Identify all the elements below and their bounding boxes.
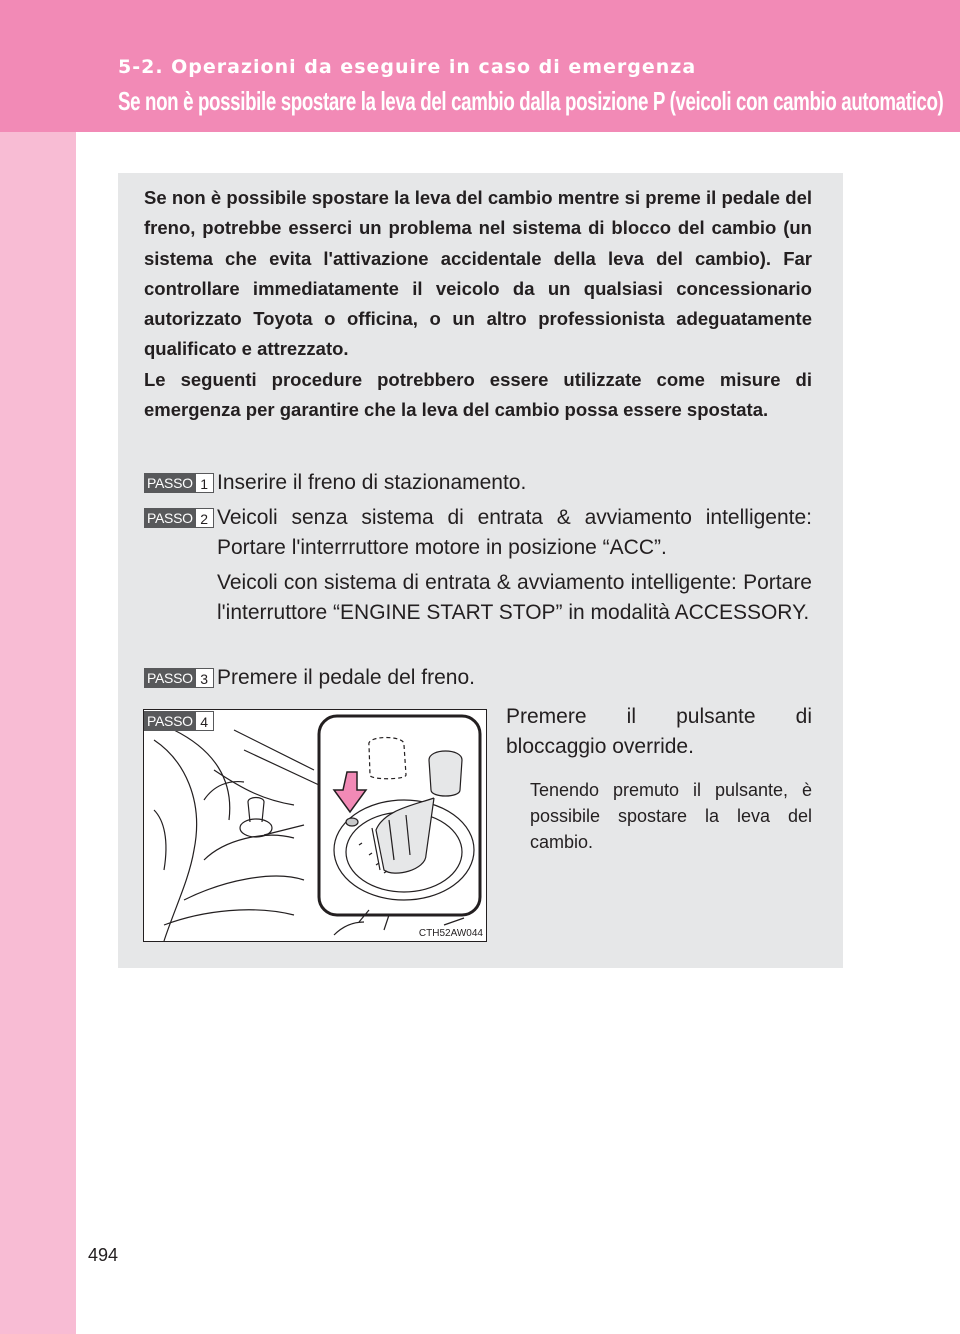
step-4-instruction-line-2: bloccaggio override.: [506, 735, 694, 758]
step-4-instruction-line-1: Premere il pulsante di: [506, 705, 812, 728]
intro-paragraph-1: Se non è possibile spostare la leva del cambio mentre si preme il pedale del freno, potrebbe esserci un problema nel sistema di blocco del cambio (un sistema che evita l'attivazione accidentale della leva del cambio). Far controllare immediatamente il veicolo da un qualsiasi concessionario autorizzato Toyota o officina, o un altro professionista adeguatamente qualificato e attrezzato.: [144, 187, 812, 360]
step-badge-number: 1: [195, 473, 214, 493]
step-3-instruction: Premere il pedale del freno.: [217, 666, 475, 689]
step-badge-word: PASSO: [144, 508, 195, 528]
step-2-instruction-a: Veicoli senza sistema di entrata & avviamento intelligente: Portare l'interrruttore motore in posizione “ACC”.: [217, 506, 812, 559]
figure-code: CTH52AW044: [418, 928, 483, 939]
step-1-instruction: Inserire il freno di stazionamento.: [217, 471, 527, 494]
step-badge-number: 2: [195, 508, 214, 528]
shift-lever-override-icon: [144, 710, 486, 941]
step-3-text: [217, 663, 812, 693]
page-number: 494: [88, 1245, 119, 1265]
step-badge-4: [144, 711, 214, 731]
step-badge-word: PASSO: [144, 711, 195, 731]
step-badge-number: 3: [195, 668, 214, 688]
step-2-instruction-b: Veicoli con sistema di entrata & avviamento intelligente: Portare l'interruttore “ENGINE START STOP” in modalità ACCESSORY.: [217, 571, 812, 624]
step-badge-2: [144, 508, 214, 528]
page-heading: Se non è possibile spostare la leva del cambio dalla posizione P (veicoli con cambio automatico): [118, 86, 944, 116]
step-badge-word: PASSO: [144, 668, 195, 688]
step-badge-1: [144, 473, 214, 493]
intro-paragraph-2: Le seguenti procedure potrebbero essere utilizzate come misure di emergenza per garantire che la leva del cambio possa essere spostata.: [144, 368, 812, 421]
step-badge-word: PASSO: [144, 473, 195, 493]
step-4-note: Tenendo premuto il pulsante, è possibile spostare la leva del cambio.: [530, 780, 812, 852]
intro-text: [144, 183, 812, 425]
step-badge-number: 4: [195, 711, 214, 731]
step-2-text: [217, 503, 812, 628]
step-4-text: [506, 702, 812, 762]
page-header: [0, 0, 960, 132]
step-1-text: [217, 468, 812, 498]
shift-lever-illustration: [143, 709, 487, 942]
side-bar: [0, 0, 76, 1334]
section-title: 5-2. Operazioni da eseguire in caso di emergenza: [118, 56, 697, 78]
step-badge-3: [144, 668, 214, 688]
